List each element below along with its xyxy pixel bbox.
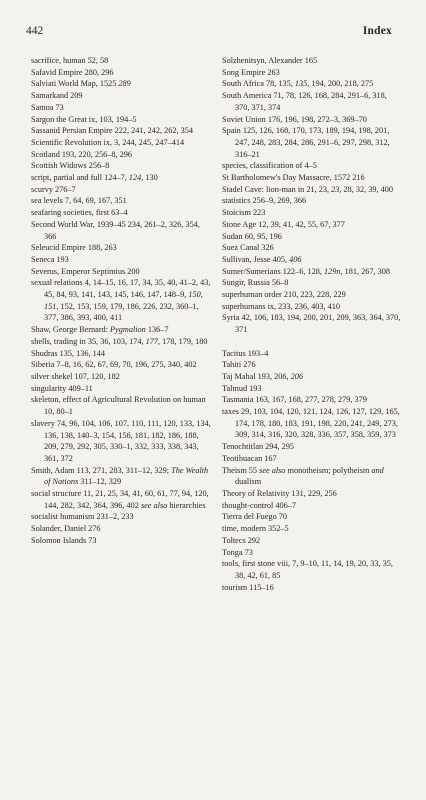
index-entry-text: Theism 55: [222, 465, 260, 475]
index-entry-text: Stone Age 12, 39, 41, 42, 55, 67, 377: [222, 219, 345, 229]
index-entry: [31, 336, 211, 348]
index-entry-text: , 181, 267, 308: [340, 266, 390, 276]
index-entry: [31, 195, 211, 207]
index-entry-italic: 124: [128, 173, 142, 183]
index-entry-text: Solander, Daniel 276: [31, 524, 101, 534]
index-entry-text: Shudras 135, 136, 144: [31, 348, 106, 358]
index-entry: [222, 582, 402, 594]
index-entry-text: Stoicism 223: [222, 208, 266, 218]
index-entry-text: script, partial and full 124–7,: [31, 173, 129, 183]
index-entry-italic: The Wealth of Nations: [44, 465, 209, 487]
index-entry-text: Sargon the Great ix, 103, 194–5: [31, 114, 137, 124]
index-entry-text: skeleton, effect of Agricultural Revolution on human 10, 80–1: [31, 395, 206, 417]
index-entry: [31, 277, 211, 324]
index-entry-text: Sumer/Sumerians 122–6, 128,: [222, 266, 324, 276]
index-entry-text: sexual relations 4, 14–15, 16, 17, 34, 35, 40, 41–2, 43, 45, 84, 93, 141, 143, 145, 146, 147, 148–9,: [31, 278, 211, 300]
index-entry: [222, 78, 402, 90]
index-entry-italic: 150: [188, 290, 201, 300]
index-entry: [31, 324, 211, 336]
index-entry: [31, 242, 211, 254]
index-entry-text: Scottish Widows 256–8: [31, 161, 110, 171]
index-entry-text: time, modern 352–5: [222, 524, 289, 534]
index-entry-text: sea levels 7, 64, 69, 167, 351: [31, 196, 127, 206]
index-entry: [222, 511, 402, 523]
index-entry-text: Smith, Adam 113, 271, 283, 311–12, 329;: [31, 465, 172, 475]
index-entry: [222, 441, 402, 453]
index-entry: [222, 55, 402, 67]
index-entry: [31, 78, 211, 90]
index-entry: [222, 172, 402, 184]
index-entry-text: Tacitus 193–4: [222, 348, 269, 358]
index-entry-italic: 129n: [323, 266, 341, 276]
index-entry: [31, 219, 211, 242]
index-entry: [222, 523, 402, 535]
index-entry-text: Syria 42, 106, 183, 194, 200, 201, 209, 363, 364, 370, 371: [222, 313, 401, 335]
index-entry: [222, 488, 402, 500]
index-entry-text: , 194, 200, 218, 275: [307, 79, 374, 89]
index-entry: [31, 137, 211, 149]
index-entry-italic: 135: [294, 79, 308, 89]
index-entry-text: St Bartholomew's Day Massacre, 1572 216: [222, 173, 365, 183]
index-entry: [31, 394, 211, 417]
index-entry: [222, 383, 402, 395]
index-entry-italic: Pygmalion: [110, 325, 146, 335]
index-entry-text: silver shekel 107, 120, 182: [31, 371, 120, 381]
index-entry-text: Sassanid Persian Empire 222, 241, 242, 262, 354: [31, 126, 194, 136]
index-entry-text: dualism: [235, 477, 262, 487]
index-entry-text: Solomon Islands 73: [31, 535, 97, 545]
index-entry-text: socialist humanism 231–2, 233: [31, 512, 134, 522]
index-entry-text: Second World War, 1939–45 234, 261–2, 326, 354, 366: [31, 219, 200, 241]
index-entry: [222, 160, 402, 172]
index-entry: [31, 383, 211, 395]
page-number: 442: [26, 25, 44, 37]
index-entry: [222, 359, 402, 371]
index-entry-text: species, classification of 4–5: [222, 161, 317, 171]
index-entry-text: slavery 74, 96, 104, 106, 107, 110, 111, 120, 133, 134, 136, 138, 140–3, 154, 156, 181, 182, 186, 188, 209, 279, 292, 305, 330–1, 332, 333, 338, 343, 361, 372: [31, 418, 211, 463]
index-entry-text: thought-control 406–7: [222, 500, 297, 510]
index-entry: [222, 547, 402, 559]
index-entry: [222, 406, 402, 441]
index-entry-italic: 23: [331, 184, 340, 194]
index-entry: [31, 55, 211, 67]
index-letter-gap: [222, 336, 402, 348]
index-entry: [222, 277, 402, 289]
index-entry: [31, 114, 211, 126]
index-entry-text: Tierra del Fuego 70: [222, 512, 288, 522]
index-entry: [222, 114, 402, 126]
index-entry: [222, 558, 402, 581]
index-entry-text: Sungir, Russia 56–8: [222, 278, 289, 288]
index-entry-text: hierarchies: [167, 500, 206, 510]
index-entry-text: Talmud 193: [222, 383, 262, 393]
index-entry: [222, 231, 402, 243]
index-entry: [31, 207, 211, 219]
index-entry-italic: 177: [145, 336, 158, 346]
index-entry-text: tourism 115–16: [222, 582, 274, 592]
index-entry-text: Scientific Revolution ix, 3, 244, 245, 247–414: [31, 137, 185, 147]
index-entry: [31, 67, 211, 79]
index-entry-text: monotheism; polytheism: [285, 465, 372, 475]
index-entry: [222, 219, 402, 231]
index-entry-text: Tahiti 276: [222, 360, 256, 370]
index-entry-text: Stadel Cave: lion-man in 21, 23,: [222, 184, 332, 194]
index-entry: [222, 90, 402, 113]
index-entry-text: Samarkand 209: [31, 91, 83, 101]
index-entry: [31, 266, 211, 278]
index-entry-text: superhumans ix, 233, 236, 403, 410: [222, 301, 341, 311]
index-entry: [222, 312, 402, 335]
index-entry-text: Soviet Union 176, 196, 198, 272–3, 369–70: [222, 114, 367, 124]
index-entry-text: , 152, 153, 159, 179, 186, 226, 232, 360–1, 377, 386, 393, 400, 411: [44, 301, 199, 323]
index-entry: [31, 184, 211, 196]
index-entry-text: singularity 409–11: [31, 383, 93, 393]
index-entry: [222, 301, 402, 313]
index-entry: [31, 371, 211, 383]
index-entry-text: seafaring societies, first 63–4: [31, 208, 128, 218]
index-entry-text: Solzhenitsyn, Alexander 165: [222, 56, 318, 65]
index-entry: [31, 348, 211, 360]
index-entry-text: Tasmania 163, 167, 168, 277, 278, 279, 379: [222, 395, 367, 405]
index-entry-text: statistics 256–9, 269, 366: [222, 196, 307, 206]
index-entry-text: Seleucid Empire 188, 263: [31, 243, 117, 253]
index-entry-italic: and: [371, 465, 384, 475]
index-entry: [222, 242, 402, 254]
index-entry-text: , 178, 179, 180: [157, 336, 208, 346]
index-column-right: [222, 55, 402, 593]
index-entry-text: Song Empire 263: [222, 67, 280, 77]
index-entry-text: Salviati World Map, 1525: [31, 79, 119, 89]
index-entry-text: ,: [200, 290, 203, 300]
index-entry: [222, 266, 402, 278]
index-entry: [222, 453, 402, 465]
index-entry-text: scurvy 276–7: [31, 184, 76, 194]
index-entry: [222, 371, 402, 383]
index-entry: [222, 465, 402, 488]
index-entry: [31, 359, 211, 371]
index-entry-text: Theory of Relativity 131, 229, 256: [222, 489, 337, 498]
index-entry-italic: see also: [140, 500, 168, 510]
index-entry: [31, 102, 211, 114]
index-entry: [31, 418, 211, 465]
index-entry: [222, 289, 402, 301]
index-entry: [222, 184, 402, 196]
index-entry-text: Suez Canal 326: [222, 243, 274, 253]
index-entry-text: 136–7: [145, 325, 169, 335]
index-entry: [31, 149, 211, 161]
index-entry-italic: 406: [289, 254, 302, 264]
index-entry: [31, 125, 211, 137]
index-entry-text: superhuman order 210, 223, 228, 229: [222, 290, 346, 300]
index-entry-italic: 151: [44, 301, 57, 311]
index-entry: [31, 90, 211, 102]
index-entry: [31, 488, 211, 511]
index-entry: [222, 500, 402, 512]
index-entry-text: Tonga 73: [222, 547, 253, 557]
index-entry-text: Spain 125, 126, 168, 170, 173, 189, 194, 198, 201, 247, 248, 283, 284, 286, 291–6, 297, 298, 312, 316–21: [222, 126, 390, 159]
index-entry-text: South Africa 78, 135,: [222, 79, 295, 89]
index-entry: [222, 394, 402, 406]
index-entry: [222, 254, 402, 266]
index-entry-text: Scotland 193, 220, 256–8, 296: [31, 149, 133, 159]
index-entry-text: Siberia 7–8, 16, 62, 67, 69, 70, 196, 275, 340, 402: [31, 360, 197, 370]
index-entry-text: Seneca 193: [31, 254, 69, 264]
running-head: Index: [362, 25, 392, 37]
index-entry-text: social structure 11, 21, 25, 34, 41, 60, 61, 77, 94, 120, 144, 282, 342, 364, 396, 402: [31, 489, 209, 510]
index-entry-text: Toltecs 292: [222, 535, 261, 545]
index-entry-text: Teotihuacan 167: [222, 453, 277, 463]
index-entry-text: sacrifice, human 52, 58: [31, 56, 109, 65]
index-entry: [31, 535, 211, 547]
index-entry-text: , 28, 32, 39, 400: [339, 184, 393, 194]
index-entry-text: , 130: [141, 173, 158, 183]
index-entry-text: South America 71, 78, 126, 168, 284, 291–6, 318, 370, 371, 374: [222, 91, 387, 112]
index-entry-text: Shaw, George Bernard:: [31, 325, 111, 335]
index-entry: [222, 195, 402, 207]
index-entry: [31, 523, 211, 535]
index-entry-text: shells, trading in 35, 36, 103, 174,: [31, 336, 146, 346]
index-entry: [222, 125, 402, 160]
index-entry-text: taxes 29, 103, 104, 120, 121, 124, 126, 127, 129, 165, 174, 178, 180, 183, 191, 198, 220, 241, 249, 273, 309, 314, 316, 320, 328, 336, 357, 358, 359, 373: [222, 407, 400, 440]
index-entry-text: tools, first stone viii, 7, 9–10, 11, 14, 19, 20, 33, 35, 38, 42, 61, 85: [222, 559, 393, 580]
index-entry: [31, 254, 211, 266]
index-entry-text: Safavid Empire 280, 296: [31, 67, 114, 77]
index-entry-text: 311–12, 329: [78, 477, 122, 487]
index-entry-text: Taj Mahal 193, 206,: [222, 371, 291, 381]
index-entry-text: Tenochtitlan 294, 295: [222, 442, 295, 452]
index-entry-text: Samoa 73: [31, 102, 64, 112]
index-entry-italic: 289: [118, 79, 131, 89]
index-entry: [222, 67, 402, 79]
index-column-left: [31, 55, 211, 547]
index-entry-italic: 206: [290, 371, 303, 381]
index-entry-text: Sullivan, Jesse 405,: [222, 254, 290, 264]
index-entry: [222, 348, 402, 360]
index-entry: [31, 160, 211, 172]
index-entry-text: Sudan 60, 95, 196: [222, 231, 282, 241]
index-entry: [222, 535, 402, 547]
index-entry-text: Severus, Emperor Septimius 200: [31, 266, 140, 276]
index-entry: [31, 172, 211, 184]
index-entry: [31, 511, 211, 523]
index-entry: [222, 207, 402, 219]
index-entry: [31, 465, 211, 488]
index-entry-italic: see also: [259, 465, 286, 475]
